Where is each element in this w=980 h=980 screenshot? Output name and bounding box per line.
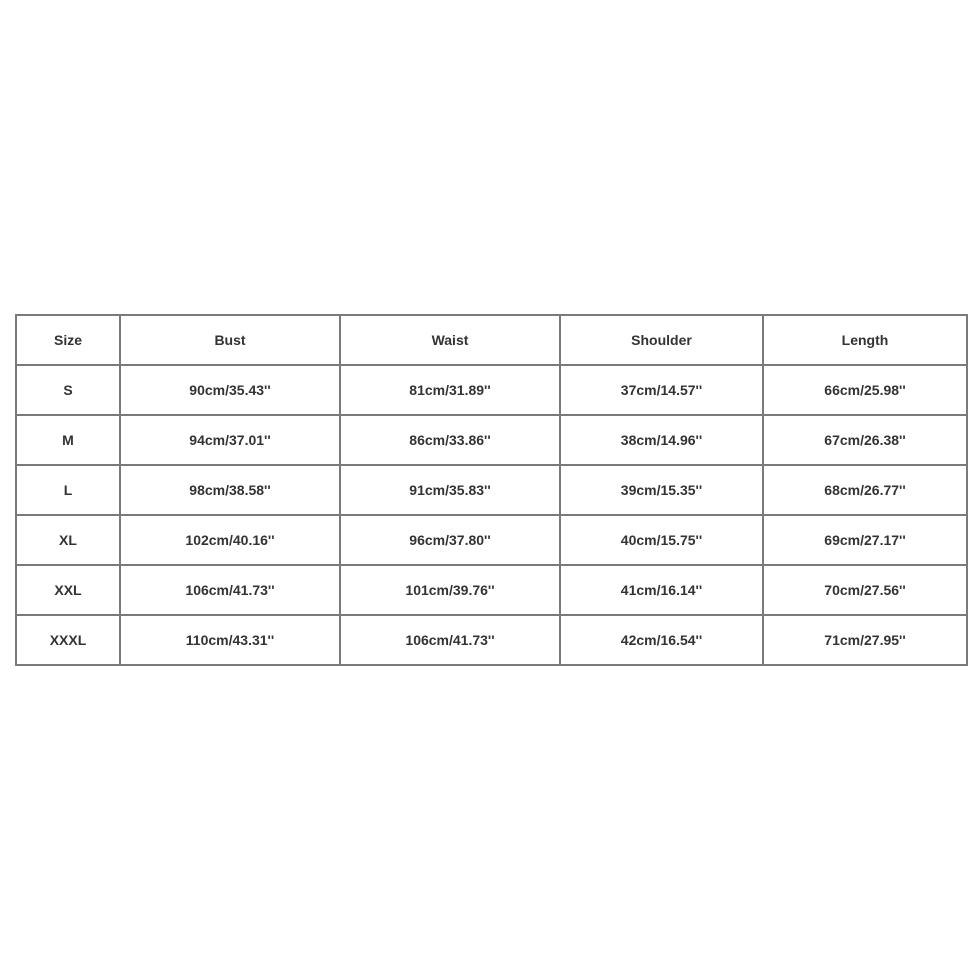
cell-length: 70cm/27.56'' xyxy=(763,565,967,615)
cell-size: S xyxy=(16,365,120,415)
cell-shoulder: 38cm/14.96'' xyxy=(560,415,763,465)
cell-waist: 86cm/33.86'' xyxy=(340,415,560,465)
cell-bust: 90cm/35.43'' xyxy=(120,365,340,415)
table-row xyxy=(16,465,967,515)
cell-length: 68cm/26.77'' xyxy=(763,465,967,515)
cell-bust: 94cm/37.01'' xyxy=(120,415,340,465)
cell-length: 71cm/27.95'' xyxy=(763,615,967,665)
cell-bust: 102cm/40.16'' xyxy=(120,515,340,565)
table-header xyxy=(16,315,967,365)
table-row xyxy=(16,515,967,565)
cell-waist: 106cm/41.73'' xyxy=(340,615,560,665)
cell-length: 67cm/26.38'' xyxy=(763,415,967,465)
cell-length: 69cm/27.17'' xyxy=(763,515,967,565)
cell-length: 66cm/25.98'' xyxy=(763,365,967,415)
cell-size: XL xyxy=(16,515,120,565)
header-waist: Waist xyxy=(340,315,560,365)
header-size: Size xyxy=(16,315,120,365)
cell-bust: 98cm/38.58'' xyxy=(120,465,340,515)
cell-shoulder: 37cm/14.57'' xyxy=(560,365,763,415)
size-chart-table xyxy=(15,314,968,666)
cell-waist: 81cm/31.89'' xyxy=(340,365,560,415)
cell-shoulder: 42cm/16.54'' xyxy=(560,615,763,665)
table-row xyxy=(16,415,967,465)
cell-shoulder: 39cm/15.35'' xyxy=(560,465,763,515)
header-shoulder: Shoulder xyxy=(560,315,763,365)
cell-waist: 96cm/37.80'' xyxy=(340,515,560,565)
cell-size: M xyxy=(16,415,120,465)
table-row xyxy=(16,615,967,665)
table-row xyxy=(16,365,967,415)
table-body xyxy=(16,365,967,665)
cell-size: XXXL xyxy=(16,615,120,665)
cell-waist: 91cm/35.83'' xyxy=(340,465,560,515)
header-bust: Bust xyxy=(120,315,340,365)
cell-shoulder: 41cm/16.14'' xyxy=(560,565,763,615)
cell-shoulder: 40cm/15.75'' xyxy=(560,515,763,565)
header-row xyxy=(16,315,967,365)
cell-size: L xyxy=(16,465,120,515)
table-row xyxy=(16,565,967,615)
cell-waist: 101cm/39.76'' xyxy=(340,565,560,615)
header-length: Length xyxy=(763,315,967,365)
cell-bust: 106cm/41.73'' xyxy=(120,565,340,615)
cell-bust: 110cm/43.31'' xyxy=(120,615,340,665)
cell-size: XXL xyxy=(16,565,120,615)
